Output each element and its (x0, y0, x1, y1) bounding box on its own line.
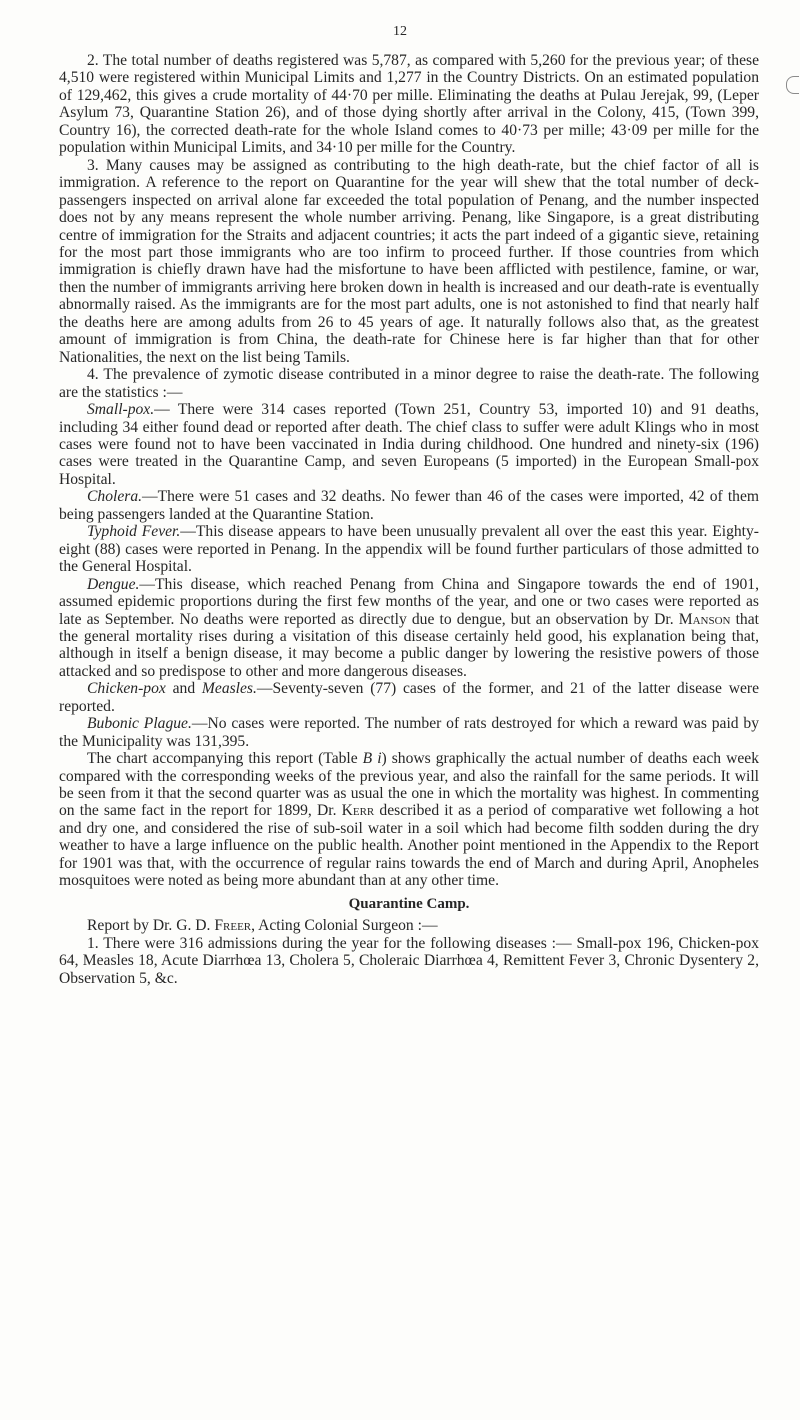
report-item-1: 1. There were 316 admissions during the year for the following diseases :— Small-pox 196, Chicken-pox 64, Measles 18, Acute Diarrhœa 13, Cholera 5, Choleraic Diarrhœa 4, Remittent Fever 3, Chronic Dysentery 2, Observation 5, &c. (59, 934, 759, 987)
disease-text: —This disease appears to have been unusually prevalent all over the east this year. Eighty-eight (88) cases were reported in Penang. In the appendix will be found further particulars of those admitted to the General Hospital. (59, 523, 759, 576)
disease-text: —This disease, which reached Penang from China and Singapore towards the end of 1901, assumed epidemic proportions during the first few months of the year, and one or two cases were reported as late as September. No deaths were reported as directly due to dengue, but an observation by Dr. (59, 575, 759, 628)
disease-text: that the general mortality rises during a visitation of this disease certainly held good, his explanation being that, although in itself a benign disease, it may become a public danger by lowering the resistive powers of those attacked and so predispose to other and more dangerous diseases. (59, 610, 759, 680)
disease-dengue (59, 576, 759, 681)
paragraph-2: 2. The total number of deaths registered was 5,787, as compared with 5,260 for the previous year; of these 4,510 were registered within Municipal Limits and 1,277 in the Country Districts. On an estimated population of 129,462, this gives a crude mortality of 44·70 per mille. Eliminating the deaths at Pulau Jerejak, 99, (Leper Asylum 73, Quarantine Station 26), and of those dying shortly after arrival in the Colony, 415, (Town 399, Country 16), the corrected death-rate for the whole Island comes to 40·73 per mille; 43·09 per mille for the population within Municipal Limits, and 34·10 per mille for the Country. (59, 52, 759, 157)
disease-text: — There were 314 cases reported (Town 251, Country 53, imported 10) and 91 deaths, including 34 either found dead or reported after death. The chief class to suffer were adult Klings who in most cases were found not to have been vaccinated in India during childhood. One hundred and ninety-six (196) cases were treated in the Quarantine Camp, and seven Europeans (5 imported) in the European Small-pox Hospital. (59, 401, 759, 488)
chart-paragraph (59, 750, 759, 890)
conjunction: and (165, 680, 202, 698)
disease-chickenpox-measles (59, 680, 759, 715)
report-text: Report by Dr. G. D. (87, 917, 215, 935)
paragraph-3: 3. Many causes may be assigned as contributing to the high death-rate, but the chief factor of all is immigration. A reference to the report on Quarantine for the year will shew that the total number of deck-passengers inspected on arrival alone far exceeded the total population of Penang, and the number inspected does not by any means represent the whole number arriving. Penang, like Singapore, is a great distributing centre of immigration for the Straits and adjacent countries; it acts the part indeed of a gigantic sieve, retaining for the most part those immigrants who are too infirm to proceed further. If those countries from which immigration is chiefly drawn have had the misfortune to have been afflicted with pestilence, famine, or war, then the number of immigrants arriving here broken down in health is increased and our death-rate is eventually abnormally raised. As the immigrants are for the most part adults, one is not astonished to find that nearly half the deaths here are among adults from 26 to 45 years of age. It naturally follows also that, as the greatest amount of immigration is from China, the death-rate for Chinese here is far higher than that for other Nationalities, the next on the list being Tamils. (59, 156, 759, 366)
disease-name: Dengue. (87, 575, 140, 593)
report-text: , Acting Colonial Surgeon :— (251, 917, 438, 935)
disease-small-pox (59, 401, 759, 488)
disease-plague (59, 715, 759, 750)
disease-text: —No cases were reported. The number of rats destroyed for which a reward was paid by the Municipality was 131,395. (59, 715, 759, 750)
disease-typhoid (59, 523, 759, 575)
table-reference: B i (362, 750, 382, 768)
person-name: Manson (678, 610, 731, 628)
disease-cholera (59, 488, 759, 523)
disease-name: Small-pox. (87, 401, 155, 419)
disease-name: Bubonic Plague. (87, 715, 192, 733)
report-intro (59, 917, 759, 934)
chart-text: ) shows graphically the actual number of deaths each week compared with the corresponding weeks of the previous year, and also the rainfall for the same periods. It will be seen from it that the second quarter was as usual the one in which the mortality was highest. In commenting on the same fact in the report for 1899, Dr. (59, 750, 759, 820)
page-number: 12 (393, 24, 407, 39)
disease-name: Chicken-pox (87, 680, 166, 698)
chart-text: described it as a period of comparative wet following a hot and dry one, and considered the rise of sub-soil water in a soil which had become filth sodden during the dry weather to have a large influence on the public health. Another point mentioned in the Appendix to the Report for 1901 was that, with the occurrence of regular rains towards the end of March and during April, Anopheles mosquitoes were noted as being more abundant than at any other time. (59, 802, 759, 890)
quarantine-report (59, 917, 759, 987)
disease-name: Cholera. (87, 488, 143, 506)
page-edge-mark (786, 76, 799, 94)
person-name: Freer (214, 917, 252, 935)
section-heading: Quarantine Camp. (348, 895, 470, 912)
chart-text: The chart accompanying this report (Table (87, 750, 363, 768)
disease-name: Typhoid Fever. (87, 523, 181, 541)
disease-name: Measles. (201, 680, 257, 698)
disease-text: —There were 51 cases and 32 deaths. No fewer than 46 of the cases were imported, 42 of them being passengers landed at the Quarantine Station. (59, 488, 759, 523)
paragraph-4: 4. The prevalence of zymotic disease contributed in a minor degree to raise the death-rate. The following are the statistics :— (59, 366, 759, 401)
person-name: Kerr (341, 802, 375, 820)
page-body (59, 52, 759, 987)
disease-text: —Seventy-seven (77) cases of the former, and 21 of the latter disease were reported. (59, 680, 759, 715)
